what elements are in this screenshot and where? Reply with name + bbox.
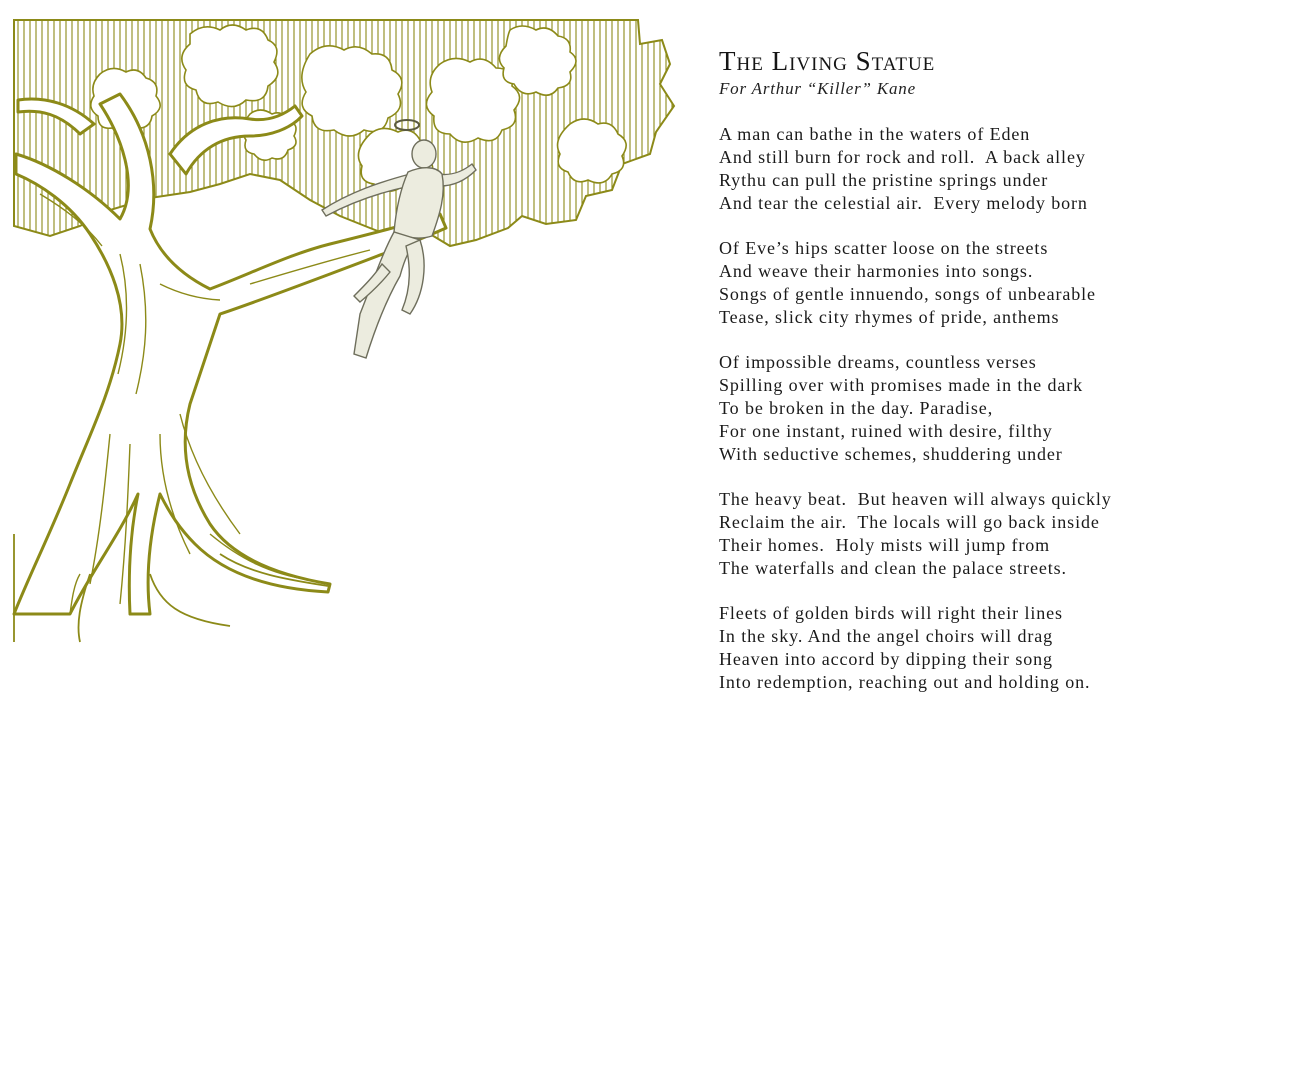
poem-line: The waterfalls and clean the palace streets. xyxy=(719,558,1067,578)
poem-line: Songs of gentle innuendo, songs of unbearable xyxy=(719,284,1096,304)
poem-line: Heaven into accord by dipping their song xyxy=(719,649,1053,669)
poem-line: Reclaim the air. The locals will go back inside xyxy=(719,512,1100,532)
poem-line: The heavy beat. But heaven will always quickly xyxy=(719,489,1112,509)
poem-line: In the sky. And the angel choirs will drag xyxy=(719,626,1054,646)
poem-line: Into redemption, reaching out and holding on. xyxy=(719,672,1091,692)
poem-line: And tear the celestial air. Every melody born xyxy=(719,193,1088,213)
poem-line: Spilling over with promises made in the dark xyxy=(719,375,1084,395)
stanza-1 xyxy=(719,123,1279,215)
poem-line: Of Eve’s hips scatter loose on the streets xyxy=(719,238,1049,258)
stanza-2 xyxy=(719,237,1279,329)
poem-title: The Living Statue xyxy=(719,46,936,76)
tree-illustration xyxy=(10,14,678,644)
stanza-4 xyxy=(719,488,1279,580)
poem-line: Their homes. Holy mists will jump from xyxy=(719,535,1051,555)
poem-line: And still burn for rock and roll. A back alley xyxy=(719,147,1086,167)
poem-dedication: For Arthur “Killer” Kane xyxy=(719,79,916,98)
poem-line: With seductive schemes, shuddering under xyxy=(719,444,1063,464)
poem-line: Of impossible dreams, countless verses xyxy=(719,352,1037,372)
stanza-5 xyxy=(719,602,1279,694)
poem xyxy=(719,44,1279,716)
poem-line: To be broken in the day. Paradise, xyxy=(719,398,994,418)
poem-line: Fleets of golden birds will right their lines xyxy=(719,603,1063,623)
poem-line: Tease, slick city rhymes of pride, anthems xyxy=(719,307,1060,327)
poem-line: And weave their harmonies into songs. xyxy=(719,261,1034,281)
poem-line: Rythu can pull the pristine springs under xyxy=(719,170,1049,190)
stanza-3 xyxy=(719,351,1279,466)
poem-line: For one instant, ruined with desire, filthy xyxy=(719,421,1053,441)
poem-line: A man can bathe in the waters of Eden xyxy=(719,124,1031,144)
